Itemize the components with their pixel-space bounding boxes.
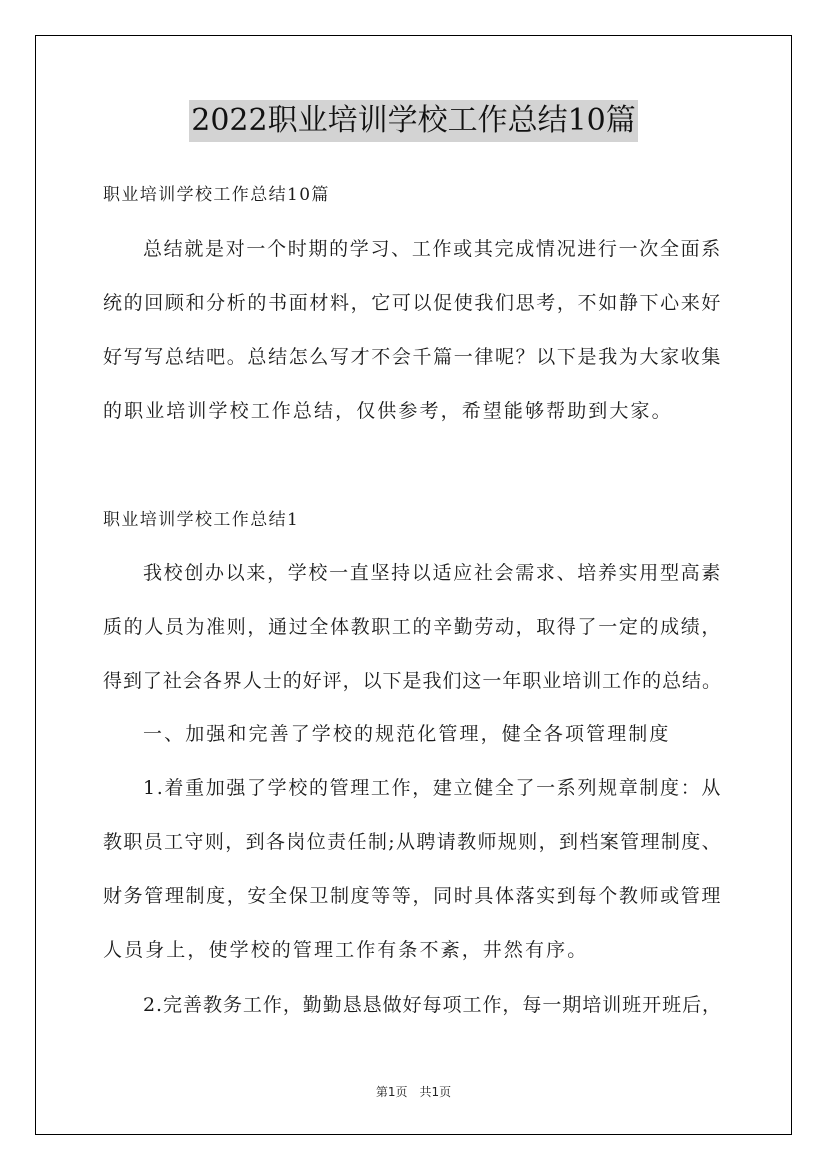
body-line: 我校创办以来，学校一直坚持以适应社会需求、培养实用型高素 [143,562,722,584]
body-line: 2.完善教务工作，勤勤恳恳做好每项工作，每一期培训班开班后， [143,994,722,1016]
intro-line: 的职业培训学校工作总结，仅供参考，希望能够帮助到大家。 [103,400,673,422]
body-line: 一、加强和完善了学校的规范化管理，健全各项管理制度 [143,723,671,745]
body-line: 教职员工守则，到各岗位责任制;从聘请教师规则，到档案管理制度、 [103,831,722,853]
intro-line: 总结就是对一个时期的学习、工作或其完成情况进行一次全面系 [143,238,722,260]
title-container [0,100,827,142]
page-number: 第1页 共1页 [375,1085,452,1099]
body-line: 得到了社会各界人士的好评，以下是我们这一年职业培训工作的总结。 [103,670,722,692]
body-line: 1.着重加强了学校的管理工作，建立健全了一系列规章制度：从 [143,777,722,799]
body-line: 人员身上，使学校的管理工作有条不紊，井然有序。 [103,939,589,961]
document-subtitle: 职业培训学校工作总结10篇 [103,185,330,205]
intro-line: 好写写总结吧。总结怎么写才不会千篇一律呢？以下是我为大家收集 [103,346,722,368]
document-title: 2022职业培训学校工作总结10篇 [189,100,638,142]
section-title: 职业培训学校工作总结1 [103,510,300,530]
intro-line: 统的回顾和分析的书面材料，它可以促使我们思考，不如静下心来好 [103,292,722,314]
body-line: 财务管理制度，安全保卫制度等等，同时具体落实到每个教师或管理 [103,885,722,907]
body-line: 质的人员为准则，通过全体教职工的辛勤劳动，取得了一定的成绩， [103,616,722,638]
